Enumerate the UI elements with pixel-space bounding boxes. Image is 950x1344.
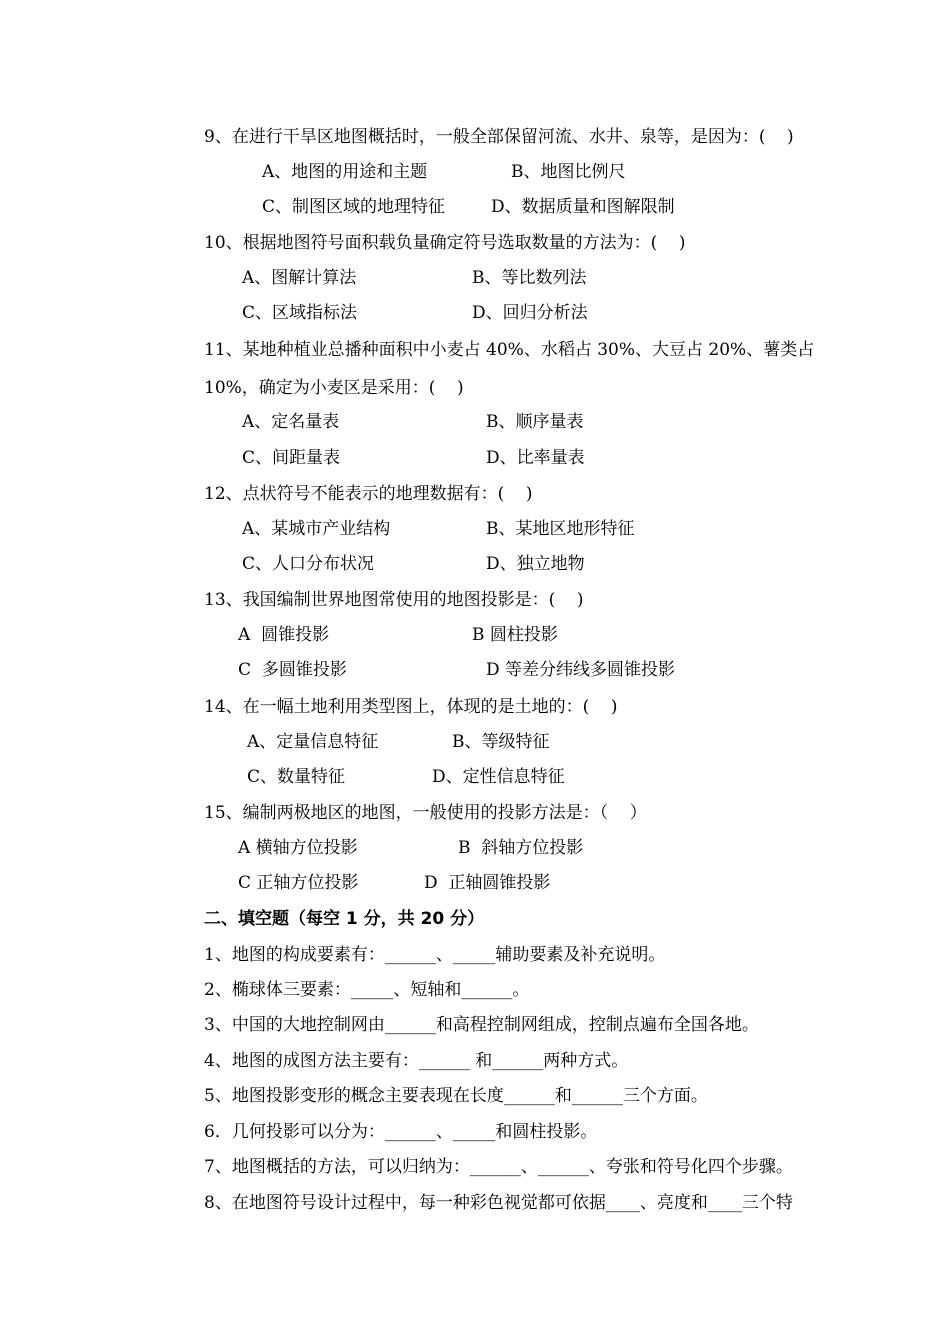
fill-item-3: 3、中国的大地控制网由______和高程控制网组成，控制点遍布全国各地。	[204, 1015, 759, 1035]
option-11b: B、顺序量表	[486, 412, 584, 432]
option-9d: D、数据质量和图解限制	[491, 197, 675, 217]
fill-item-4: 4、地图的成图方法主要有：______ 和______两种方式。	[204, 1051, 629, 1071]
option-14b: B、等级特征	[452, 732, 550, 752]
question-13: 13、我国编制世界地图常使用的地图投影是：( )	[204, 590, 584, 610]
option-10c: C、区域指标法	[242, 303, 358, 323]
option-9c: C、制图区域的地理特征	[262, 197, 446, 217]
option-12d: D、独立地物	[486, 554, 585, 574]
question-10: 10、根据地图符号面积载负量确定符号选取数量的方法为：( )	[204, 233, 686, 253]
option-13b: B 圆柱投影	[472, 625, 558, 645]
option-12c: C、人口分布状况	[242, 554, 375, 574]
option-14c: C、数量特征	[247, 767, 346, 787]
option-10d: D、回归分析法	[472, 303, 588, 323]
fill-item-8: 8、在地图符号设计过程中，每一种彩色视觉都可依据____、亮度和____三个特	[204, 1193, 793, 1213]
option-9b: B、地图比例尺	[511, 162, 626, 182]
question-15: 15、编制两极地区的地图，一般使用的投影方法是：（ ）	[204, 803, 647, 823]
option-9a: A、地图的用途和主题	[262, 162, 428, 182]
option-10b: B、等比数列法	[472, 268, 587, 288]
option-11a: A、定名量表	[242, 412, 340, 432]
option-10a: A、图解计算法	[242, 268, 357, 288]
question-14: 14、在一幅土地利用类型图上，体现的是土地的：( )	[204, 697, 618, 717]
option-15a: A 横轴方位投影	[238, 838, 358, 858]
option-12b: B、某地区地形特征	[486, 519, 635, 539]
fill-item-7: 7、地图概括的方法，可以归纳为：______、______、夸张和符号化四个步骤。	[204, 1157, 793, 1177]
fill-item-5: 5、地图投影变形的概念主要表现在长度______和______三个方面。	[204, 1086, 708, 1106]
fill-item-1: 1、地图的构成要素有：______、_____辅助要素及补充说明。	[204, 945, 666, 965]
question-9: 9、在进行干旱区地图概括时，一般全部保留河流、水井、泉等，是因为：( )	[204, 127, 794, 147]
question-12: 12、点状符号不能表示的地理数据有：( )	[204, 484, 533, 504]
option-15d: D 正轴圆锥投影	[424, 873, 551, 893]
question-11: 11、某地种植业总播种面积中小麦占 40%、水稻占 30%、大豆占 20%、薯类占	[204, 340, 815, 360]
option-14d: D、定性信息特征	[432, 767, 565, 787]
option-13c: C 多圆锥投影	[238, 660, 347, 680]
fill-item-2: 2、椭球体三要素：_____、短轴和______。	[204, 980, 530, 1000]
fill-item-6: 6．几何投影可以分为：______、_____和圆柱投影。	[204, 1122, 598, 1142]
option-13a: A 圆锥投影	[238, 625, 330, 645]
option-14a: A、定量信息特征	[247, 732, 379, 752]
option-15b: B 斜轴方位投影	[458, 838, 584, 858]
option-11c: C、间距量表	[242, 448, 341, 468]
option-15c: C 正轴方位投影	[238, 873, 359, 893]
option-11d: D、比率量表	[486, 448, 585, 468]
question-11-cont: 10%，确定为小麦区是采用：( )	[204, 378, 464, 398]
option-12a: A、某城市产业结构	[242, 519, 391, 539]
option-13d: D 等差分纬线多圆锥投影	[486, 660, 676, 680]
section-heading-fill-in: 二、填空题（每空 1 分，共 20 分）	[204, 909, 485, 929]
